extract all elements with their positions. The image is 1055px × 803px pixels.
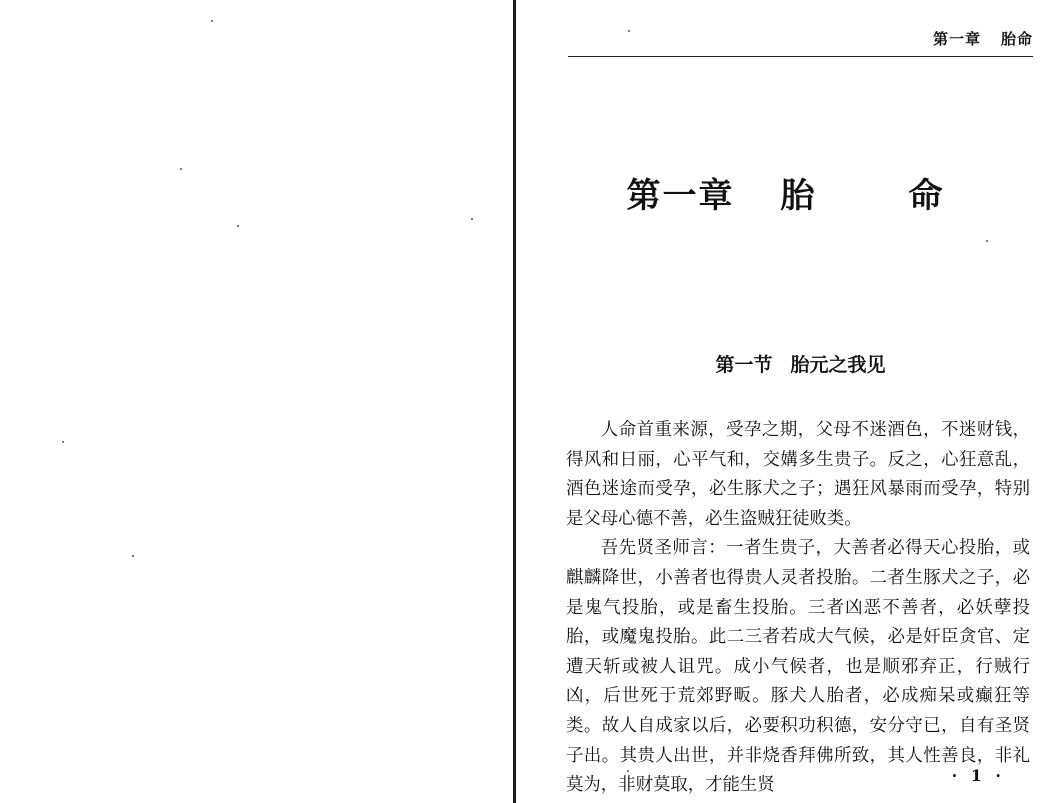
paragraph: 吾先贤圣师言：一者生贵子，大善者必得天心投胎，或麒麟降世，小善者也得贵人灵者投胎。二者生豚犬之子，必是鬼气投胎，或是畜生投胎。三者凶恶不善者，必妖孽投胎，或魔鬼投胎。此二三者若成大气候，必是奸臣贪官、定遭天斩或被人诅咒。成小气候者，也是顺邪弃正，行贼行凶，后世死于荒郊野畈。豚犬人胎者，必成痴呆或癫狂等类。故人自成家以后，必要积功积德，安分守已，自有圣贤子出。其贵人出世，并非烧香拜佛所致，其人性善良，非礼莫为，非财莫取，才能生贤 [566,538,1030,796]
header-rule [568,56,1033,57]
page-number: · 1 · [951,766,1005,785]
chapter-title-word2: 命 [908,176,945,216]
body-text [566,416,1030,801]
section-name: 胎元之我见 [790,354,886,376]
scan-speck [237,225,239,227]
scan-speck [627,770,629,772]
running-header-chapter: 第一章 [932,30,981,48]
running-header [933,28,1033,49]
chapter-title [516,168,1055,217]
section-number: 第一节 [715,354,773,376]
right-page [516,0,1055,803]
scan-speck [132,555,134,557]
paragraph: 人命首重来源，受孕之期，父母不迷酒色，不迷财钱，得风和日丽，心平气和，交媾多生贵子。反之，心狂意乱，酒色迷途而受孕，必生豚犬之子；遇狂风暴雨而受孕，特别是父母心德不善，必生盗贼狂徒败类。 [566,420,1030,529]
chapter-title-word1: 胎 [780,176,817,216]
scan-speck [180,168,182,170]
left-page-blank [0,0,513,803]
scan-speck [211,20,213,22]
scan-speck [62,441,64,443]
scan-speck [471,218,473,220]
section-title [516,350,1055,377]
running-header-topic: 胎命 [1000,30,1033,48]
scan-speck [628,30,630,32]
chapter-title-prefix: 第一章 [626,176,735,216]
scan-speck [986,240,988,242]
